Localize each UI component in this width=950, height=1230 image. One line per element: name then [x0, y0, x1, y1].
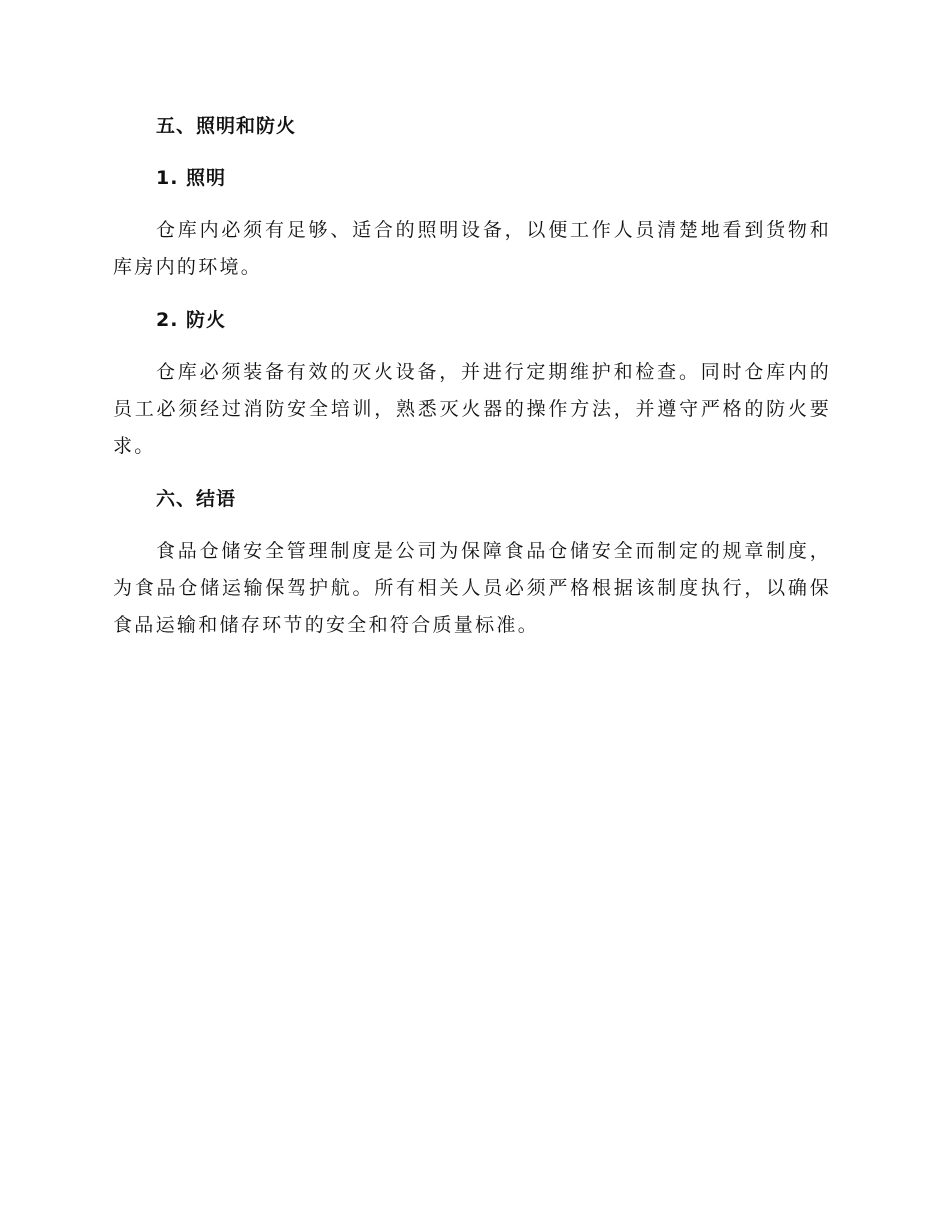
document-body [113, 108, 831, 644]
section-heading-conclusion: 六、结语 [156, 488, 237, 510]
paragraph-fire: 仓库必须装备有效的灭火设备，并进行定期维护和检查。同时仓库内的员工必须经过消防安全培训，熟悉灭火器的操作方法，并遵守严格的防火要求。 [113, 361, 831, 457]
section-heading-lighting-fire: 五、照明和防火 [156, 115, 297, 137]
subsection-heading-fire: 2. 防火 [156, 309, 227, 331]
paragraph-lighting: 仓库内必须有足够、适合的照明设备，以便工作人员清楚地看到货物和库房内的环境。 [113, 219, 831, 278]
subsection-heading-lighting: 1. 照明 [156, 167, 227, 189]
paragraph-conclusion: 食品仓储安全管理制度是公司为保障食品仓储安全而制定的规章制度，为食品仓储运输保驾护航。所有相关人员必须严格根据该制度执行，以确保食品运输和储存环节的安全和符合质量标准。 [113, 540, 831, 636]
